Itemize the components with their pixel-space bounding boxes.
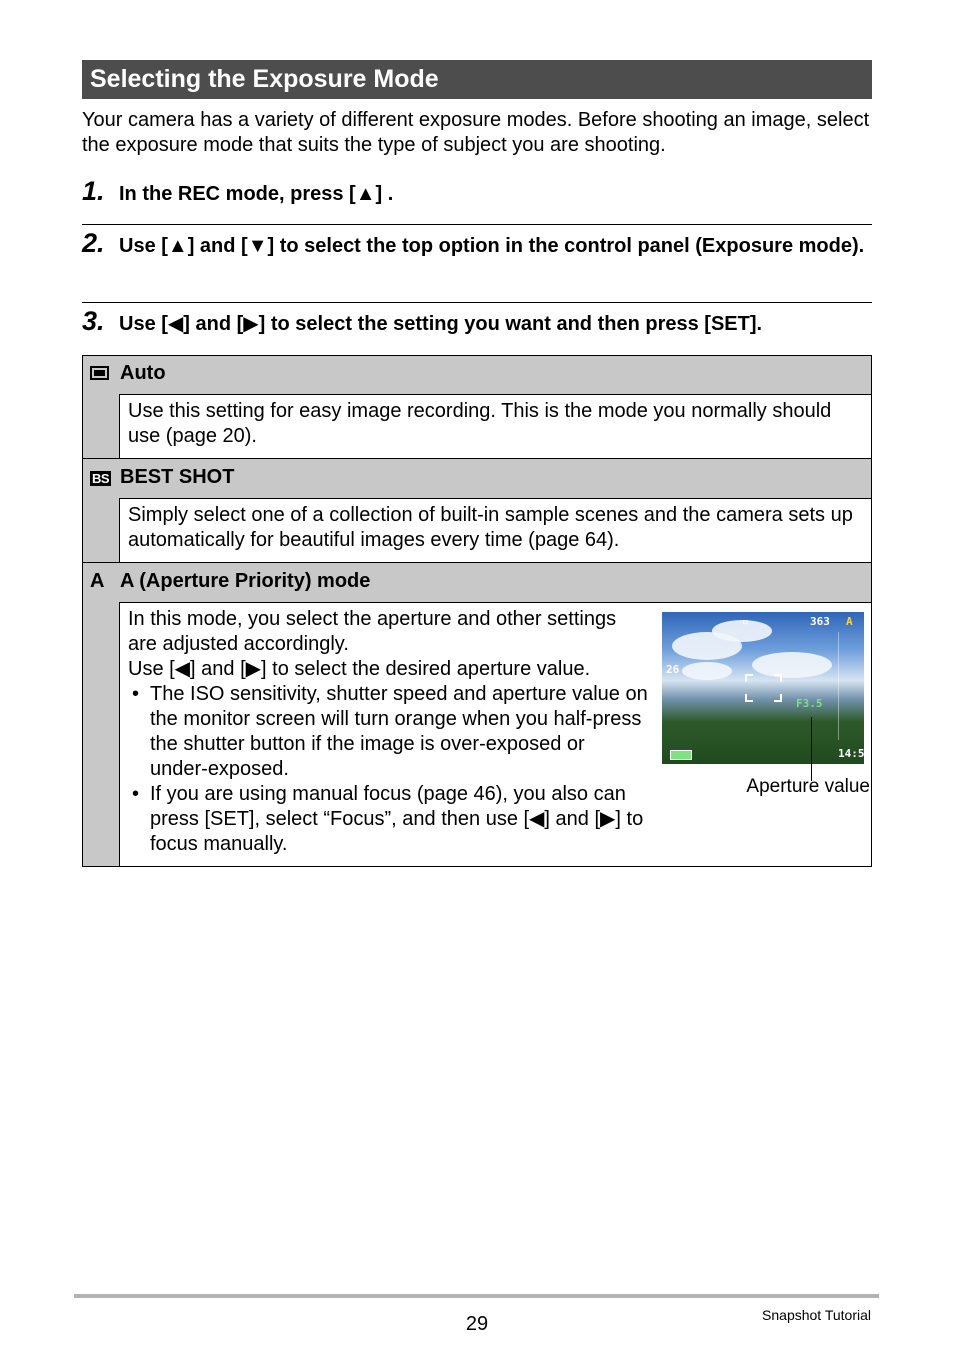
step-text: Use [◀] and [▶] to select the setting you want and then press [SET]. bbox=[119, 313, 763, 335]
focus-bracket bbox=[774, 694, 782, 702]
aperture-mode-icon: A bbox=[90, 570, 105, 592]
mode-header-aperture bbox=[83, 564, 871, 603]
auto-mode-icon bbox=[90, 356, 109, 391]
mode-name: BEST SHOT bbox=[120, 466, 235, 488]
frame-icon: ▫ bbox=[742, 615, 749, 628]
row-separator bbox=[83, 458, 871, 459]
divider bbox=[82, 302, 872, 303]
mode-description-best-shot: Simply select one of a collection of built-in sample scenes and the camera sets up automatically for beautiful images every time (page 64). bbox=[119, 498, 871, 563]
bullet-item: • If you are using manual focus (page 46), you also can press [SET], select “Focus”, and then use [◀] and [▶] to focus manually. bbox=[128, 782, 648, 857]
aperture-readout: F3.5 bbox=[796, 697, 823, 710]
focus-bracket bbox=[774, 674, 782, 682]
aperture-value-label: Aperture value bbox=[746, 776, 870, 797]
focus-bracket bbox=[745, 674, 753, 682]
best-shot-icon: BS bbox=[92, 471, 110, 486]
exposure-mode-table bbox=[82, 355, 872, 867]
shots-remaining: 363 bbox=[810, 615, 830, 628]
mode-header-auto bbox=[83, 356, 871, 395]
section-title: Selecting the Exposure Mode bbox=[82, 60, 872, 99]
mode-indicator: A bbox=[846, 615, 853, 628]
step-text: In the REC mode, press [▲] . bbox=[119, 183, 394, 205]
mode-description-aperture bbox=[119, 602, 871, 866]
intro-paragraph: Your camera has a variety of different exposure modes. Before shooting an image, select the exposure mode that suits the type of subject you are shooting. bbox=[82, 109, 870, 156]
camera-monitor-image bbox=[662, 612, 872, 764]
battery-icon bbox=[670, 750, 692, 760]
footer-rule bbox=[74, 1294, 879, 1298]
bullet-item: • The ISO sensitivity, shutter speed and aperture value on the monitor screen will turn orange when you half-press the shutter button if the image is over-exposed or under-exposed. bbox=[128, 682, 648, 782]
footer-label: Snapshot Tutorial bbox=[762, 1307, 871, 1323]
page-number: 29 bbox=[465, 1313, 489, 1335]
mode-header-best-shot bbox=[83, 460, 871, 499]
mode-name: Auto bbox=[120, 362, 166, 384]
mode-description-auto: Use this setting for easy image recording. This is the mode you normally should use (page 20). bbox=[119, 394, 871, 459]
mode-name: A (Aperture Priority) mode bbox=[120, 570, 371, 592]
step-number: 2. bbox=[82, 228, 105, 258]
callout-line bbox=[811, 717, 812, 781]
row-separator bbox=[83, 562, 871, 563]
paragraph: In this mode, you select the aperture and other settings are adjusted accordingly. bbox=[128, 608, 617, 655]
step-number: 3. bbox=[82, 306, 105, 336]
step-number: 1. bbox=[82, 176, 105, 206]
zoom-indicator: 26 bbox=[666, 663, 680, 676]
focus-bracket bbox=[745, 694, 753, 702]
step-text: Use [▲] and [▼] to select the top option in the control panel (Exposure mode). bbox=[119, 235, 865, 257]
osd-side-panel bbox=[838, 632, 861, 740]
divider bbox=[82, 224, 872, 225]
clock-readout: 14:54 bbox=[838, 747, 872, 760]
paragraph: Use [◀] and [▶] to select the desired aperture value. bbox=[128, 658, 591, 680]
aperture-text bbox=[128, 607, 648, 857]
